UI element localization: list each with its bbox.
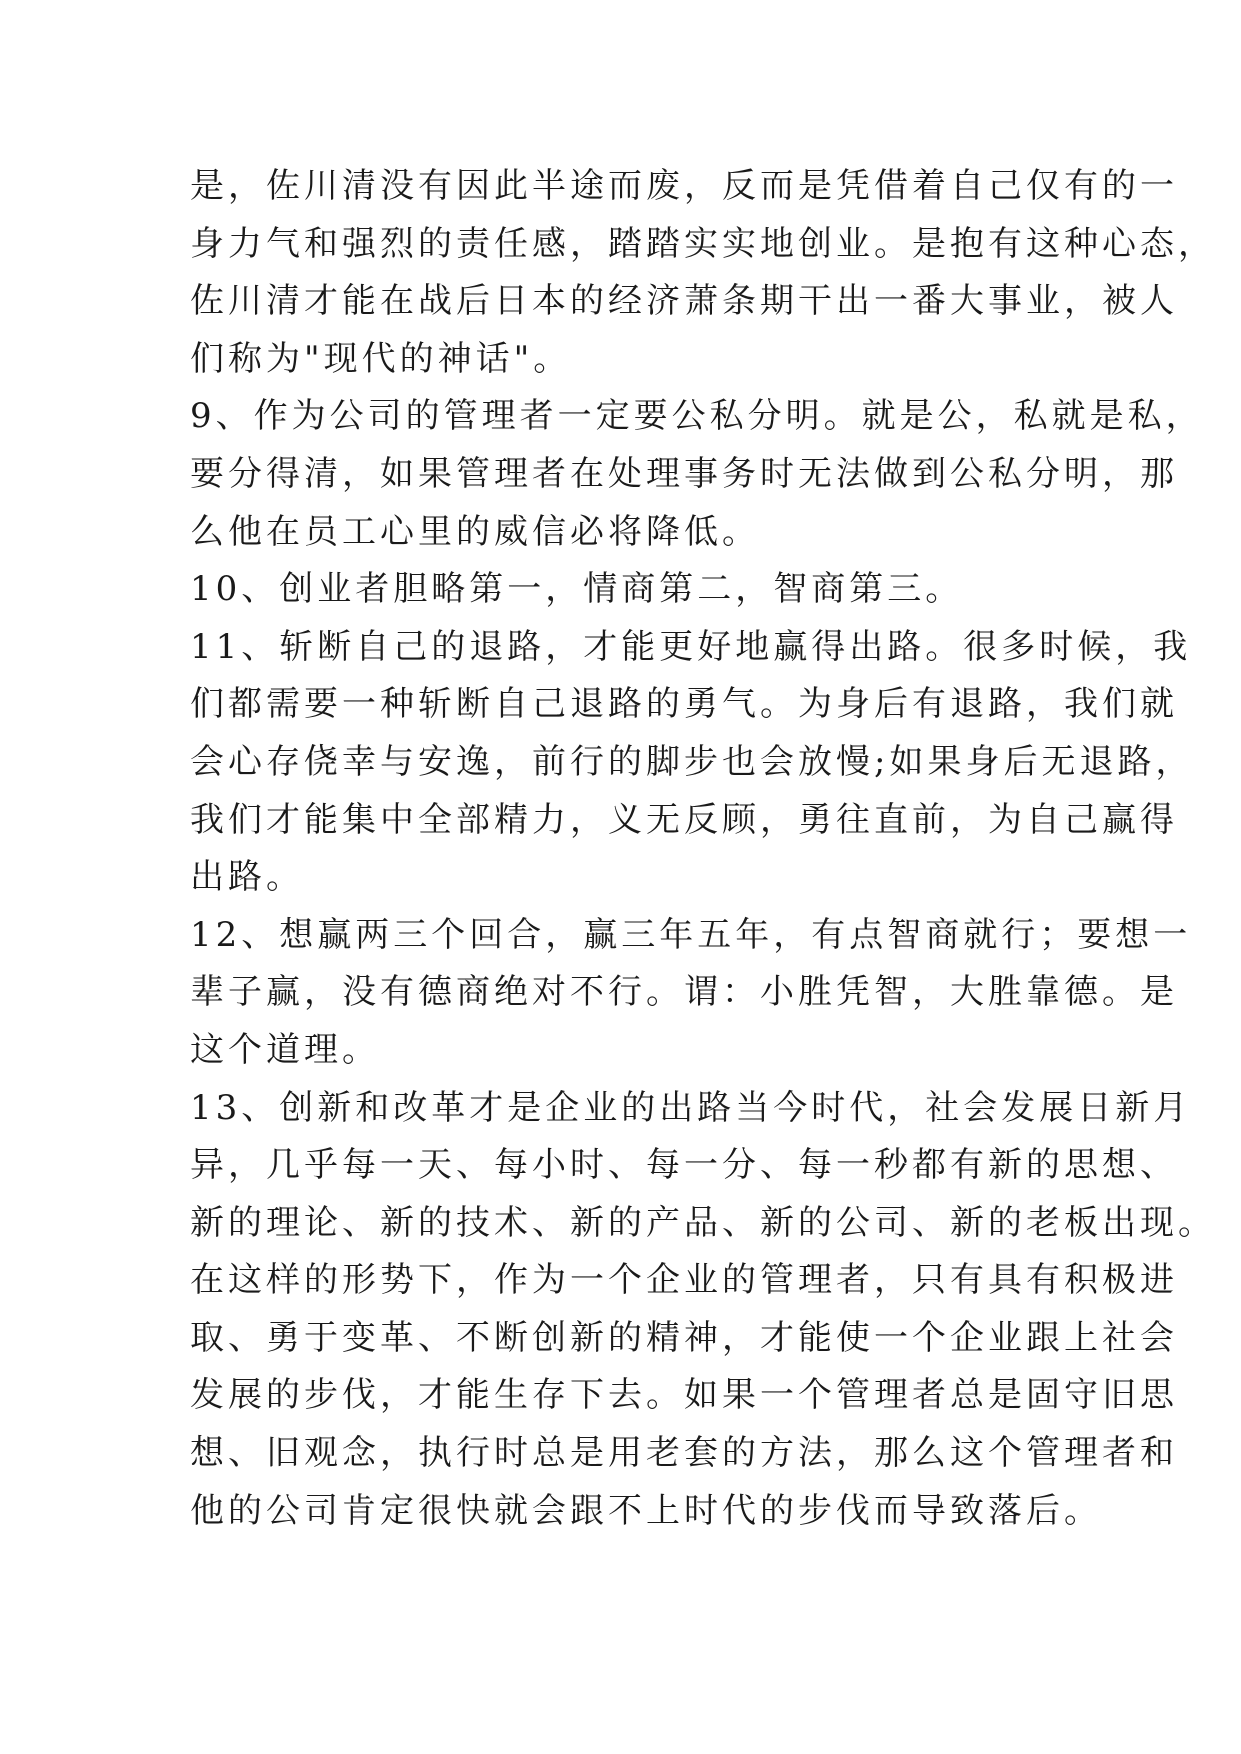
text-line: 13、创新和改革才是企业的出路当今时代，社会发展日新月 bbox=[190, 1087, 1192, 1128]
text-line: 10、创业者胆略第一，情商第二，智商第三。 bbox=[190, 569, 964, 610]
text-line: 异，几乎每一天、每小时、每一分、每一秒都有新的思想、 bbox=[190, 1145, 1178, 1186]
text-line: 身力气和强烈的责任感，踏踏实实地创业。是抱有这种心态， bbox=[190, 223, 1216, 264]
text-line: 辈子赢，没有德商绝对不行。谓：小胜凭智，大胜靠德。是 bbox=[190, 972, 1178, 1013]
text-line: 会心存侥幸与安逸，前行的脚步也会放慢;如果身后无退路， bbox=[190, 741, 1194, 782]
document-body bbox=[190, 158, 1216, 1540]
text-line: 在这样的形势下，作为一个企业的管理者，只有具有积极进 bbox=[190, 1260, 1178, 1301]
text-line: 佐川清才能在战后日本的经济萧条期干出一番大事业，被人 bbox=[190, 281, 1178, 322]
text-line: 这个道理。 bbox=[190, 1029, 380, 1070]
text-line: 想、旧观念，执行时总是用老套的方法，那么这个管理者和 bbox=[190, 1433, 1178, 1474]
text-line: 我们才能集中全部精力，义无反顾，勇往直前，为自己赢得 bbox=[190, 799, 1178, 840]
text-line: 11、斩断自己的退路，才能更好地赢得出路。很多时候，我 bbox=[190, 626, 1192, 667]
text-line: 们都需要一种斩断自己退路的勇气。为身后有退路，我们就 bbox=[190, 684, 1178, 725]
text-line: 要分得清，如果管理者在处理事务时无法做到公私分明，那 bbox=[190, 453, 1178, 494]
text-line: 么他在员工心里的威信必将降低。 bbox=[190, 511, 760, 552]
text-line: 们称为"现代的神话"。 bbox=[190, 338, 572, 379]
text-line: 出路。 bbox=[190, 857, 304, 898]
text-line: 取、勇于变革、不断创新的精神，才能使一个企业跟上社会 bbox=[190, 1317, 1178, 1358]
text-line: 新的理论、新的技术、新的产品、新的公司、新的老板出现。 bbox=[190, 1202, 1216, 1243]
text-line: 9、作为公司的管理者一定要公私分明。就是公，私就是私， bbox=[190, 396, 1204, 437]
text-line: 他的公司肯定很快就会跟不上时代的步伐而导致落后。 bbox=[190, 1490, 1102, 1531]
text-line: 12、想赢两三个回合，赢三年五年，有点智商就行；要想一 bbox=[190, 914, 1192, 955]
text-line: 发展的步伐，才能生存下去。如果一个管理者总是固守旧思 bbox=[190, 1375, 1178, 1416]
text-line: 是，佐川清没有因此半途而废，反而是凭借着自己仅有的一 bbox=[190, 166, 1178, 206]
